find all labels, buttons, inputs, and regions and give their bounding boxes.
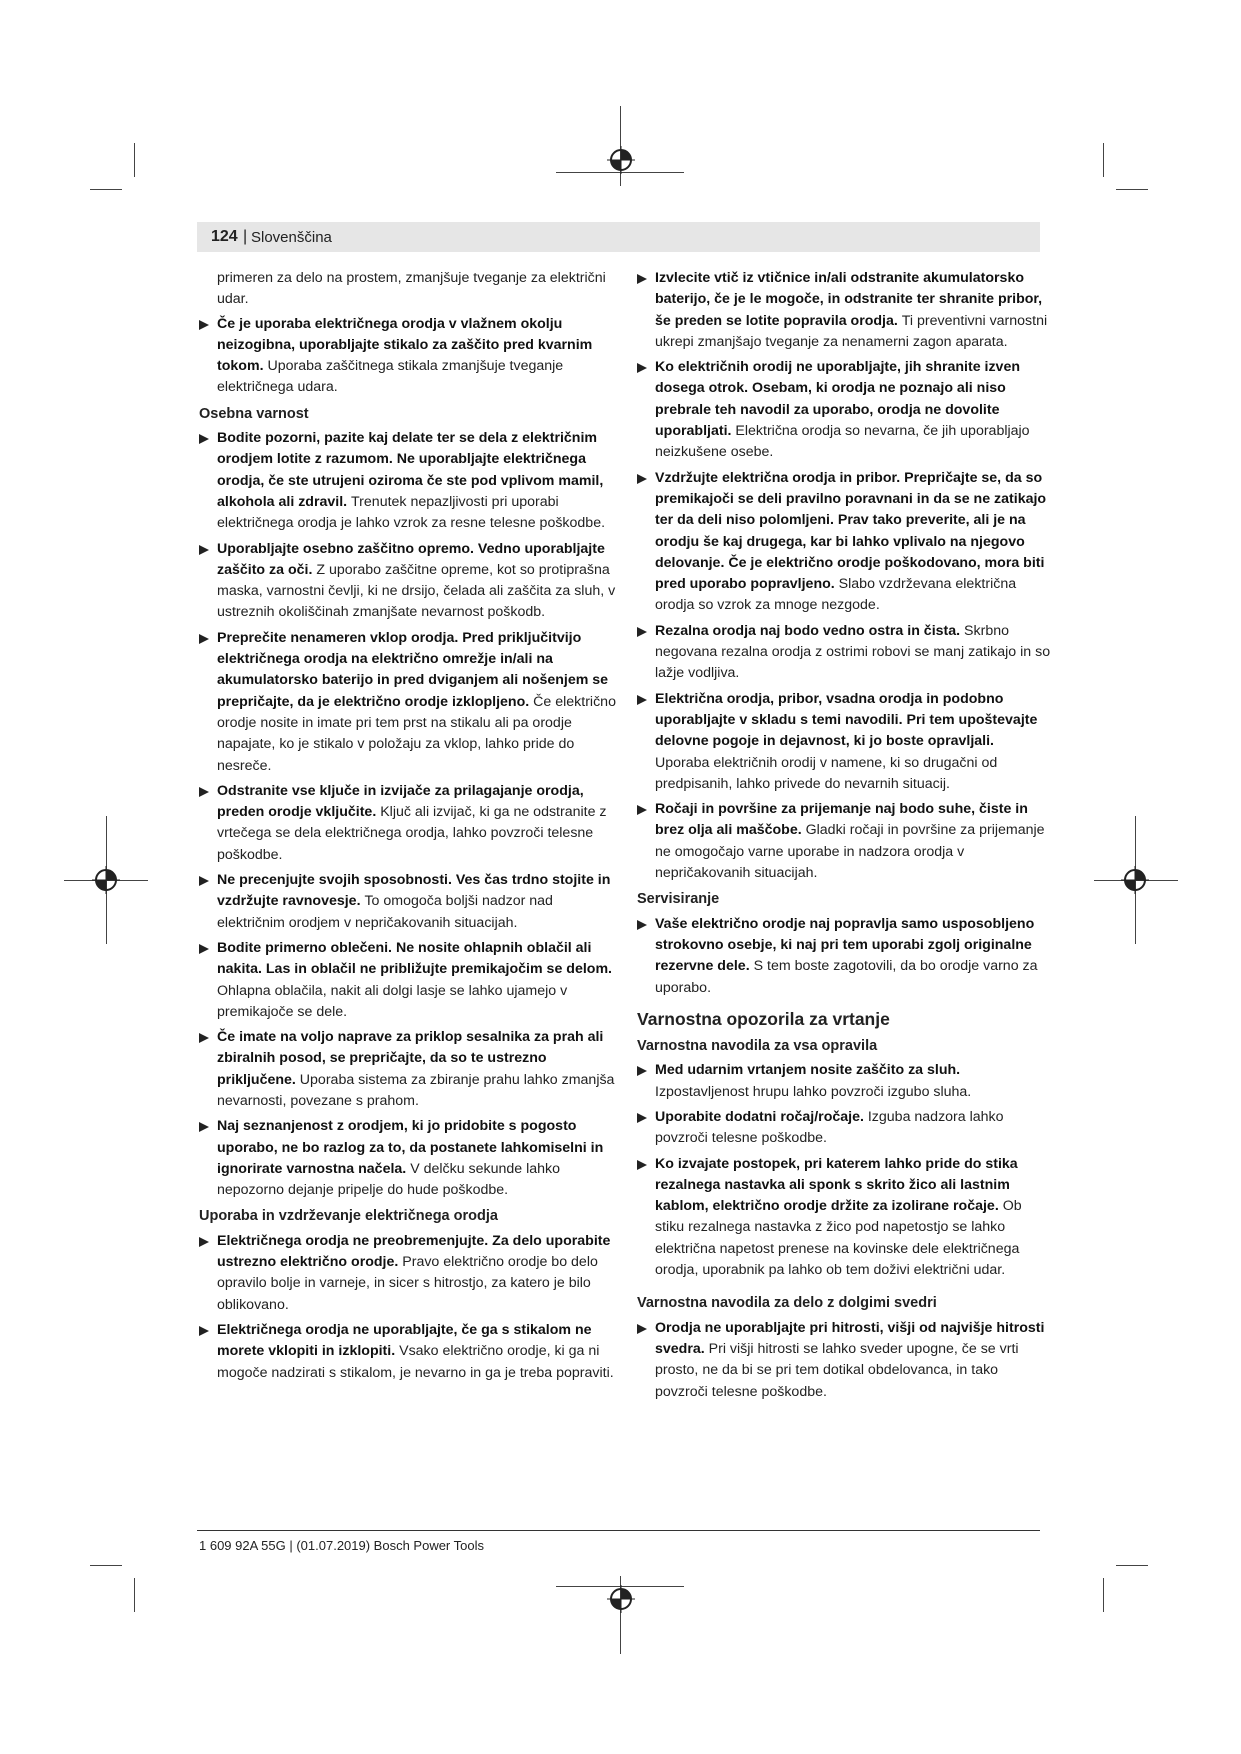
bullet-arrow-icon — [199, 876, 209, 886]
intro-continuation: primeren za delo na prostem, zmanjšuje tveganje za električni udar. — [217, 270, 606, 308]
item-text: V delčku sekunde lahko nepozorno dejanje pripelje do hude poškodbe. — [217, 1160, 561, 1199]
item-text: Ob stiku rezalnega nastavka z žico pod napetostjo se lahko električna napetost prenese na kovinske dele električnega orodja, uporabnik pa lahko ob tem doživi električni udar. — [655, 1198, 1022, 1279]
item-text: Če električno orodje nosite in imate pri tem prst na stikalu ali pa orodje napajate, ko je stikalo v položaju za vklop, lahko pride do nesreče. — [217, 693, 616, 774]
item-bold-text: Ročaji in površine za prijemanje naj bodo suhe, čiste in brez olja ali maščobe. — [655, 801, 1028, 839]
item-text: Uporaba električnih orodij v namene, ki so drugačni od predpisanih, lahko privede do nevarnih situacij. — [655, 754, 998, 792]
bullet-arrow-icon — [199, 634, 209, 644]
list-item — [199, 1320, 619, 1384]
item-bold-text: Električnega orodja ne preobremenjujte. Za delo uporabite ustrezno električno orodje. — [217, 1232, 611, 1271]
header-language: Slovenščina — [251, 229, 332, 246]
item-bold-text: Ko izvajate postopek, pri katerem lahko pride do stika rezalnega nastavka ali sponk s skrito žico ali lastnim kablom, električno orodje držite za izolirane ročaje. — [655, 1155, 1018, 1215]
list-item — [199, 1116, 619, 1201]
registration-mark-icon — [1121, 866, 1149, 894]
crop-mark — [1103, 143, 1104, 177]
bullet-arrow-icon — [199, 545, 209, 555]
bullet-arrow-icon — [199, 787, 209, 797]
item-bold-text: Rezalna orodja naj bodo vedno ostra in čista. — [655, 622, 965, 639]
item-bold-text: Odstranite vse ključe in izvijače za prilagajanje orodja, preden orodje vključite. — [217, 782, 584, 821]
list-item — [199, 870, 619, 934]
bullet-arrow-icon — [199, 1326, 209, 1336]
crop-mark — [90, 189, 122, 190]
list-item — [637, 268, 1052, 353]
crop-mark — [134, 1578, 135, 1612]
bullet-arrow-icon — [637, 274, 647, 284]
bullet-arrow-icon — [637, 363, 647, 373]
item-text: Električna orodja so nevarna, če jih uporabljajo neizkušene osebe. — [655, 423, 1030, 461]
item-bold-text: Izvlecite vtič iz vtičnice in/ali odstranite akumulatorsko baterijo, če je le mogoče, in odstranite ter shranite pribor, še preden se lotite popravila orodja. — [655, 270, 1043, 329]
list-item — [199, 539, 619, 624]
list-item — [199, 781, 619, 866]
item-text: To omogoča boljši nadzor nad električnim orodjem v nepričakovanih situacijah. — [217, 893, 553, 931]
bullet-arrow-icon — [637, 627, 647, 637]
item-text: Uporaba sistema za zbiranje prahu lahko zmanjša nevarnosti, povezane s prahom. — [217, 1071, 615, 1109]
item-bold-text: Uporabite dodatni ročaj/ročaje. — [655, 1108, 868, 1125]
item-text: Z uporabo zaščitne opreme, kot so protiprašna maska, varnostni čevlji, ki ne drsijo, čelada ali zaščita za sluh, v ustreznih okoliščinah zmanjšate nevarnost poškodb. — [217, 561, 616, 621]
item-bold-text: Električna orodja, pribor, vsadna orodja in podobno uporabljajte v skladu s temi navodili. Pri tem upoštevajte delovne pogoje in dejavnost, ki jo boste opravljali. — [655, 690, 1038, 750]
crop-mark — [1103, 1578, 1104, 1612]
section-heading-all-operations: Varnostna navodila za vsa opravila — [637, 1038, 878, 1055]
bullet-arrow-icon — [637, 474, 647, 484]
bullet-arrow-icon — [637, 1113, 647, 1123]
crop-mark — [1116, 189, 1148, 190]
bullet-arrow-icon — [199, 1237, 209, 1247]
list-item — [199, 628, 619, 777]
page-number: 124 — [211, 228, 238, 245]
section-title-drilling: Varnostna opozorila za vrtanje — [637, 1008, 890, 1029]
crop-mark — [1116, 1565, 1148, 1566]
item-bold-text: Če je uporaba električnega orodja v vlažnem okolju neizogibna, uporabljajte stikalo za zaščito pred kvarnim tokom. — [217, 315, 593, 375]
item-text: Vsako električno orodje, ki ga ni mogoče nadzirati s stikalom, je nevarno in ga je treba popraviti. — [217, 1343, 614, 1381]
section-heading-long-bits: Varnostna navodila za delo z dolgimi svedri — [637, 1295, 937, 1312]
section-heading-use-care: Uporaba in vzdrževanje električnega orodja — [199, 1208, 498, 1225]
item-bold-text: Bodite primerno oblečeni. Ne nosite ohlapnih oblačil ali nakita. Las in oblačil ne približujte premikajočim se delom. — [217, 939, 612, 978]
section-heading-service: Servisiranje — [637, 891, 720, 908]
item-bold-text: Ne precenjujte svojih sposobnosti. Ves čas trdno stojite in vzdržujte ravnovesje. — [217, 872, 611, 910]
list-item — [637, 1107, 1052, 1150]
list-item — [637, 468, 1052, 617]
item-bold-text: Bodite pozorni, pazite kaj delate ter se dela z električnim orodjem lotite z razumom. Ne uporabljajte električnega orodja, če ste utrujeni oziroma če ste pod vplivom mamil, alkohola ali zdravil. — [217, 430, 604, 510]
list-item — [637, 357, 1052, 463]
list-item — [199, 314, 619, 399]
item-text: Skrbno negovana rezalna orodja z ostrimi robovi se manj zatikajo in so lažje vodljiva. — [655, 622, 1051, 682]
bullet-arrow-icon — [637, 1160, 647, 1170]
item-bold-text: Med udarnim vrtanjem nosite zaščito za sluh. — [655, 1062, 961, 1079]
item-text: S tem boste zagotovili, da bo orodje varno za uporabo. — [655, 958, 1038, 996]
item-text: Pri višji hitrosti se lahko sveder upogne, če se vrti prosto, ne da bi se pri tem dotikal obdelovanca, in tako povzroči telesne poškodbe. — [655, 1340, 1019, 1400]
bullet-arrow-icon — [637, 695, 647, 705]
item-bold-text: Vzdržujte električna orodja in pribor. Prepričajte se, da so premikajoči se deli pravilno poravnani in da se ne zatikajo ter da deli niso polomljeni. Prav tako preverite, ali je na orodju še kaj drugega, kar bi lahko vplivalo na njegovo delovanje. Če je električno orodje poškodovano, mora biti pred uporabo popravljeno. — [655, 469, 1047, 593]
registration-mark-icon — [607, 146, 635, 174]
item-text: Pravo električno orodje bo delo opravilo bolje in varneje, in sicer s hitrostjo, za katero je bilo oblikovano. — [217, 1254, 598, 1313]
item-text: Ohlapna oblačila, nakit ali dolgi lasje se lahko ujamejo v premikajoče se dele. — [217, 982, 568, 1020]
header-separator: | — [243, 228, 248, 245]
list-item — [637, 1154, 1052, 1282]
list-item — [637, 621, 1052, 685]
crop-mark — [90, 1565, 122, 1566]
bullet-arrow-icon — [199, 434, 209, 444]
page-footer: 1 609 92A 55G | (01.07.2019) Bosch Power Tools — [199, 1538, 484, 1553]
list-item — [199, 428, 619, 534]
item-bold-text: Preprečite nenameren vklop orodja. Pred priključitvijo električnega orodja na električno omrežje in/ali na akumulatorsko baterijo in pred dviganjem ali nošenjem se prepričajte, da je električno orodje izklopljeno. — [217, 629, 609, 710]
list-item — [637, 799, 1052, 884]
item-text: Ključ ali izvijač, ki ga ne odstranite z vrtečega se dela električnega orodja, lahko povzroči telesne poškodbe. — [217, 804, 607, 863]
bullet-arrow-icon — [637, 1066, 647, 1076]
left-column — [199, 268, 619, 1388]
list-item — [199, 1231, 619, 1316]
list-item — [637, 689, 1052, 795]
bullet-arrow-icon — [637, 805, 647, 815]
bullet-arrow-icon — [637, 920, 647, 930]
item-bold-text: Vaše električno orodje naj popravlja samo usposobljeno strokovno osebje, ki naj pri tem uporabi zgolj originalne rezervne dele. — [655, 915, 1035, 975]
bullet-arrow-icon — [199, 1033, 209, 1043]
section-heading-personal-safety: Osebna varnost — [199, 405, 309, 422]
item-bold-text: Če imate na voljo naprave za priklop sesalnika za prah ali zbiralnih posod, se prepričajte, da so te ustrezno priključene. — [217, 1029, 604, 1088]
bullet-arrow-icon — [199, 944, 209, 954]
item-bold-text: Ko električnih orodij ne uporabljajte, jih shranite izven dosega otrok. Osebam, ki orodja ne poznajo ali niso prebrale teh navodil za uporabo, orodja ne dovolite uporabljati. — [655, 359, 1021, 440]
item-text: Uporaba zaščitnega stikala zmanjšuje tveganje električnega udara. — [217, 358, 564, 396]
item-text: Izpostavljenost hrupu lahko povzroči izgubo sluha. — [655, 1083, 972, 1100]
item-bold-text: Električnega orodja ne uporabljajte, če ga s stikalom ne morete vklopiti in izklopiti. — [217, 1321, 592, 1360]
registration-mark-icon — [92, 866, 120, 894]
bullet-arrow-icon — [199, 320, 209, 330]
list-item — [637, 1060, 1052, 1103]
bullet-arrow-icon — [637, 1324, 647, 1334]
registration-mark-icon — [607, 1585, 635, 1613]
footer-rule — [197, 1530, 1040, 1531]
item-text: Ti preventivni varnostni ukrepi zmanjšajo tveganje za nenamerni zagon aparata. — [655, 312, 1048, 350]
list-item — [637, 914, 1052, 999]
right-column — [637, 268, 1052, 1407]
item-text: Izguba nadzora lahko povzroči telesne poškodbe. — [655, 1108, 1004, 1147]
item-text: Slabo vzdrževana električna orodja so vzrok za mnoge nezgode. — [655, 576, 1017, 614]
item-text: Trenutek nepazljivosti pri uporabi električnega orodja je lahko vzrok za resne telesne poškodbe. — [217, 493, 606, 532]
list-item — [199, 938, 619, 1023]
item-bold-text: Naj seznanjenost z orodjem, ki jo pridobite s pogosto uporabo, ne bo razlog za to, da postanete lahkomiselni in ignorirate varnostna načela. — [217, 1118, 604, 1177]
list-item — [199, 1027, 619, 1112]
bullet-arrow-icon — [199, 1122, 209, 1132]
list-item — [637, 1318, 1052, 1403]
item-text: Gladki ročaji in površine za prijemanje ne omogočajo varne uporabe in nadzora orodja v nepričakovanih situacijah. — [655, 822, 1045, 882]
item-bold-text: Orodja ne uporabljajte pri hitrosti, višji od najvišje hitrosti svedra. — [655, 1319, 1045, 1357]
crop-mark — [134, 143, 135, 177]
item-bold-text: Uporabljajte osebno zaščitno opremo. Vedno uporabljajte zaščito za oči. — [217, 540, 605, 578]
